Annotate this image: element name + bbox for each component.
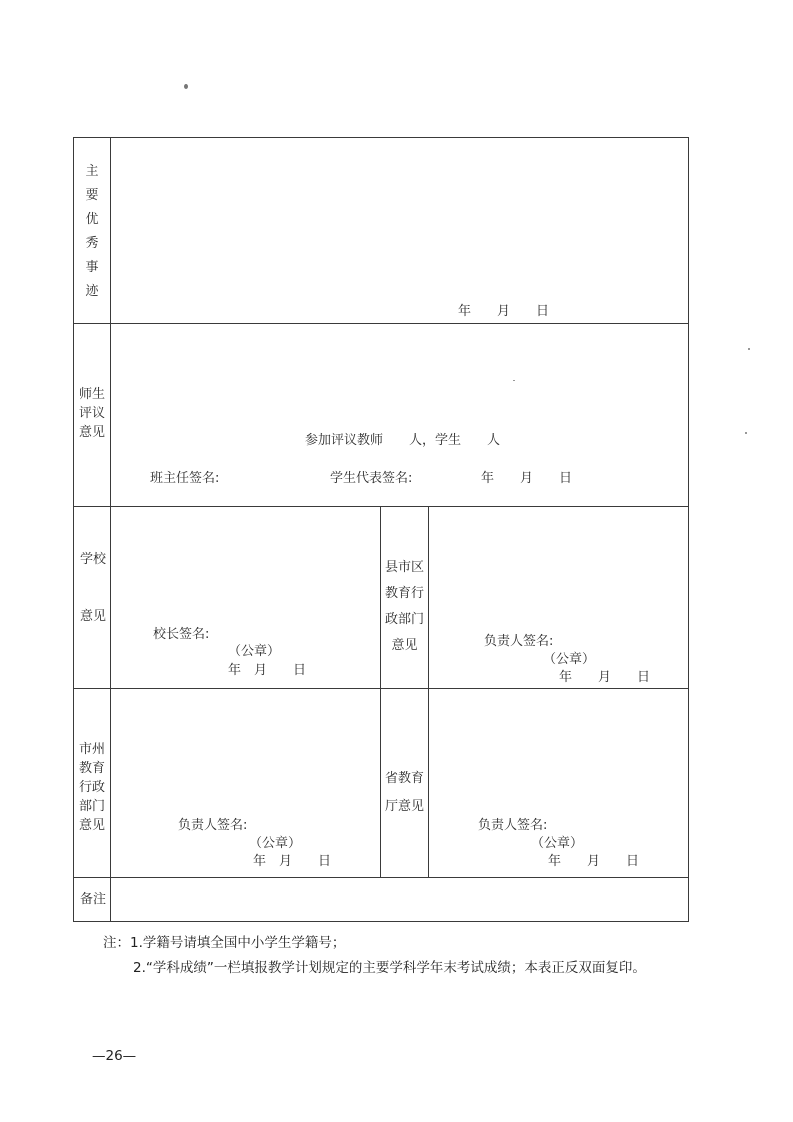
school-label-top: 学校: [80, 552, 107, 567]
row-divider-4: [73, 877, 689, 878]
review-label-line: 师生: [78, 387, 105, 402]
county-label-line: 意见: [391, 638, 418, 653]
deeds-label: [74, 160, 110, 304]
deeds-label-char: 要: [85, 188, 99, 203]
province-seal: （公章）: [531, 836, 584, 851]
note-line-2: 2.“学科成绩”一栏填报教学计划规定的主要学科学年末考试成绩；本表正反双面复印。: [133, 960, 646, 976]
note-line-1: 注：1.学籍号请填全国中小学生学籍号；: [103, 935, 346, 951]
province-responsible-signature-label: 负责人签名:: [478, 818, 548, 833]
review-date: 年 月 日: [481, 471, 573, 486]
city-label-line: 教育: [78, 761, 105, 776]
label-column-divider: [110, 137, 111, 922]
city-date: 年 月 日: [253, 854, 332, 869]
city-label: [74, 740, 110, 835]
city-label-line: 行政: [78, 780, 105, 795]
county-label: [381, 555, 428, 659]
county-label-line: 县市区: [384, 560, 424, 575]
head-teacher-signature-label: 班主任签名:: [150, 471, 220, 486]
city-seal: （公章）: [249, 836, 302, 851]
review-label: [74, 385, 110, 442]
row-divider-1: [73, 323, 689, 324]
row-divider-2: [73, 506, 689, 507]
city-responsible-signature-label: 负责人签名:: [178, 818, 248, 833]
county-seal: （公章）: [543, 652, 596, 667]
principal-signature-label: 校长签名:: [153, 627, 210, 642]
deeds-label-char: 主: [85, 164, 99, 179]
table-right-border: [688, 137, 689, 922]
city-label-line: 市州: [78, 742, 105, 757]
review-participants: 参加评议教师 人，学生 人: [305, 433, 501, 448]
scan-speck: [745, 432, 747, 434]
table-bottom-border: [73, 921, 689, 922]
province-label-line: 省教育: [384, 771, 424, 786]
province-label: [381, 765, 428, 821]
province-label-line: 厅意见: [384, 799, 424, 814]
county-responsible-signature-label: 负责人签名:: [484, 634, 554, 649]
deeds-label-char: 事: [85, 260, 99, 275]
review-label-line: 意见: [78, 425, 105, 440]
page-number: —26—: [92, 1048, 137, 1064]
row-divider-3: [73, 688, 689, 689]
county-label-line: 政部门: [384, 612, 424, 627]
mid-column-divider-b: [428, 506, 429, 877]
deeds-label-char: 秀: [85, 236, 99, 251]
table-top-border: [73, 137, 689, 138]
county-date: 年 月 日: [559, 670, 651, 685]
deeds-label-char: 迹: [85, 284, 99, 299]
student-rep-signature-label: 学生代表签名:: [330, 471, 413, 486]
scan-speck: [184, 84, 188, 89]
deeds-label-char: 优: [85, 212, 99, 227]
remarks-label: 备注: [80, 892, 107, 907]
province-date: 年 月 日: [548, 854, 640, 869]
school-seal: （公章）: [228, 644, 281, 659]
scan-speck: [513, 380, 515, 381]
county-label-line: 教育行: [384, 586, 424, 601]
city-label-line: 部门: [78, 799, 105, 814]
scan-speck: [748, 348, 750, 350]
city-label-line: 意见: [78, 818, 105, 833]
deeds-date: 年 月 日: [458, 304, 550, 319]
school-label-bottom: 意见: [80, 609, 107, 624]
school-date: 年 月 日: [228, 663, 307, 678]
review-label-line: 评议: [78, 406, 105, 421]
